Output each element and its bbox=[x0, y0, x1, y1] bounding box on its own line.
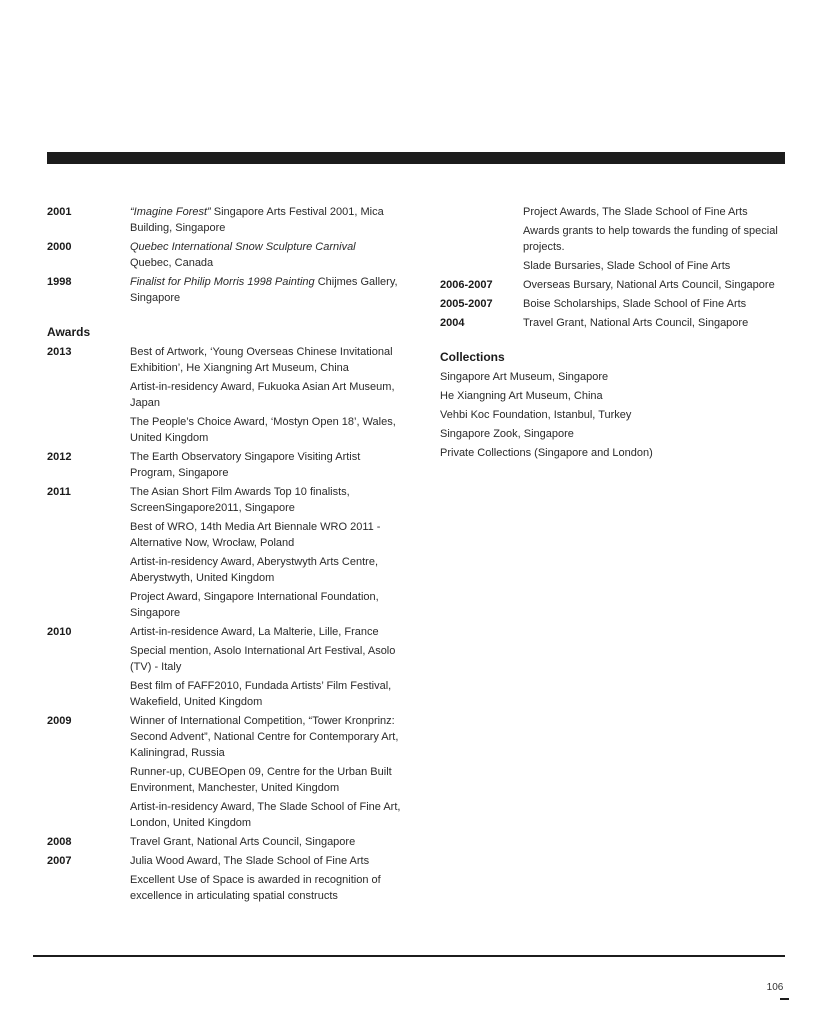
award-year: 2008 bbox=[47, 836, 72, 848]
award-entry bbox=[47, 713, 407, 831]
award-item: Artist-in-residency Award, The Slade School of Fine Art, London, United Kingdom bbox=[130, 801, 401, 829]
left-column bbox=[47, 204, 407, 907]
award-item: Julia Wood Award, The Slade School of Fine Arts bbox=[130, 855, 370, 867]
award-item: Artist-in-residency Award, Aberystwyth Arts Centre, Aberystwyth, United Kingdom bbox=[130, 556, 378, 584]
award-entry bbox=[440, 296, 795, 312]
collections-heading: Collections bbox=[440, 350, 505, 364]
awards-continued-list bbox=[440, 204, 795, 331]
exhibition-title: Quebec International Snow Sculpture Carnival bbox=[130, 241, 356, 253]
award-item: Best film of FAFF2010, Fundada Artists’ Film Festival, Wakefield, United Kingdom bbox=[130, 680, 392, 708]
exhibition-entry bbox=[47, 239, 407, 271]
awards-heading: Awards bbox=[47, 325, 91, 339]
exhibition-entry bbox=[47, 274, 407, 306]
collection-item: He Xiangning Art Museum, China bbox=[440, 390, 603, 402]
award-item: Best of WRO, 14th Media Art Biennale WRO 2011 - Alternative Now, Wrocław, Poland bbox=[130, 521, 381, 549]
award-item: Runner-up, CUBEOpen 09, Centre for the Urban Built Environment, Manchester, United Kingdom bbox=[130, 766, 392, 794]
award-year: 2013 bbox=[47, 346, 72, 358]
exhibition-entry bbox=[47, 204, 407, 236]
award-item: Slade Bursaries, Slade School of Fine Arts bbox=[523, 260, 731, 272]
page-marker bbox=[780, 998, 789, 1000]
footer-rule bbox=[33, 955, 785, 957]
award-entry bbox=[47, 449, 407, 481]
collection-item: Singapore Art Museum, Singapore bbox=[440, 371, 609, 383]
award-item: Awards grants to help towards the funding of special projects. bbox=[523, 225, 778, 253]
exhibition-year: 1998 bbox=[47, 276, 72, 288]
award-item: The Earth Observatory Singapore Visiting Artist Program, Singapore bbox=[130, 451, 361, 479]
exhibition-title: “Imagine Forest” bbox=[130, 206, 211, 218]
award-item: Travel Grant, National Arts Council, Singapore bbox=[130, 836, 356, 848]
award-year: 2004 bbox=[440, 317, 465, 329]
exhibition-venue: Chijmes Gallery, Singapore bbox=[130, 276, 398, 304]
award-entry bbox=[440, 277, 795, 293]
award-year: 2006-2007 bbox=[440, 279, 493, 291]
collection-item: Vehbi Koc Foundation, Istanbul, Turkey bbox=[440, 409, 632, 421]
award-entry bbox=[47, 834, 407, 850]
award-year: 2011 bbox=[47, 486, 71, 498]
exhibition-year: 2001 bbox=[47, 206, 72, 218]
award-year: 2007 bbox=[47, 855, 72, 867]
award-item: Artist-in-residency Award, Fukuoka Asian Art Museum, Japan bbox=[130, 381, 395, 409]
collection-item: Private Collections (Singapore and London) bbox=[440, 447, 653, 459]
award-year: 2009 bbox=[47, 715, 72, 727]
award-year: 2012 bbox=[47, 451, 72, 463]
exhibition-title: Finalist for Philip Morris 1998 Painting bbox=[130, 276, 315, 288]
header-bar bbox=[47, 152, 785, 164]
collections-list bbox=[440, 369, 795, 461]
award-item: Overseas Bursary, National Arts Council, Singapore bbox=[523, 279, 775, 291]
awards-list bbox=[47, 344, 407, 904]
award-year: 2005-2007 bbox=[440, 298, 493, 310]
award-entry bbox=[440, 315, 795, 331]
right-column bbox=[440, 204, 795, 464]
award-item: Artist-in-residence Award, La Malterie, Lille, France bbox=[130, 626, 379, 638]
award-item: Boise Scholarships, Slade School of Fine Arts bbox=[523, 298, 747, 310]
award-entry bbox=[47, 344, 407, 446]
award-entry bbox=[47, 484, 407, 621]
award-entry bbox=[440, 204, 795, 274]
page-number: 106 bbox=[766, 982, 784, 993]
award-item: Special mention, Asolo International Art Festival, Asolo (TV) - Italy bbox=[130, 645, 396, 673]
award-item: Excellent Use of Space is awarded in recognition of excellence in articulating spatial constructs bbox=[130, 874, 381, 902]
award-item: Project Awards, The Slade School of Fine Arts bbox=[523, 206, 748, 218]
award-year bbox=[440, 204, 523, 274]
award-item: Travel Grant, National Arts Council, Singapore bbox=[523, 317, 749, 329]
exhibition-venue: Singapore Arts Festival 2001, Mica Building, Singapore bbox=[130, 206, 384, 234]
award-item: The People’s Choice Award, ‘Mostyn Open 18’, Wales, United Kingdom bbox=[130, 416, 396, 444]
award-item: Best of Artwork, ‘Young Overseas Chinese Invitational Exhibition’, He Xiangning Art Museum, China bbox=[130, 346, 393, 374]
exhibitions-list bbox=[47, 204, 407, 306]
award-item: The Asian Short Film Awards Top 10 finalists, ScreenSingapore2011, Singapore bbox=[130, 486, 350, 514]
award-entry bbox=[47, 853, 407, 904]
award-year: 2010 bbox=[47, 626, 72, 638]
award-item: Winner of International Competition, “Tower Kronprinz: Second Advent”, National Centre for Contemporary Art, Kaliningrad, Russia bbox=[130, 715, 399, 759]
collection-item: Singapore Zook, Singapore bbox=[440, 428, 574, 440]
exhibition-venue: Quebec, Canada bbox=[130, 257, 214, 269]
award-item: Project Award, Singapore International Foundation, Singapore bbox=[130, 591, 379, 619]
award-entry bbox=[47, 624, 407, 710]
exhibition-year: 2000 bbox=[47, 241, 72, 253]
